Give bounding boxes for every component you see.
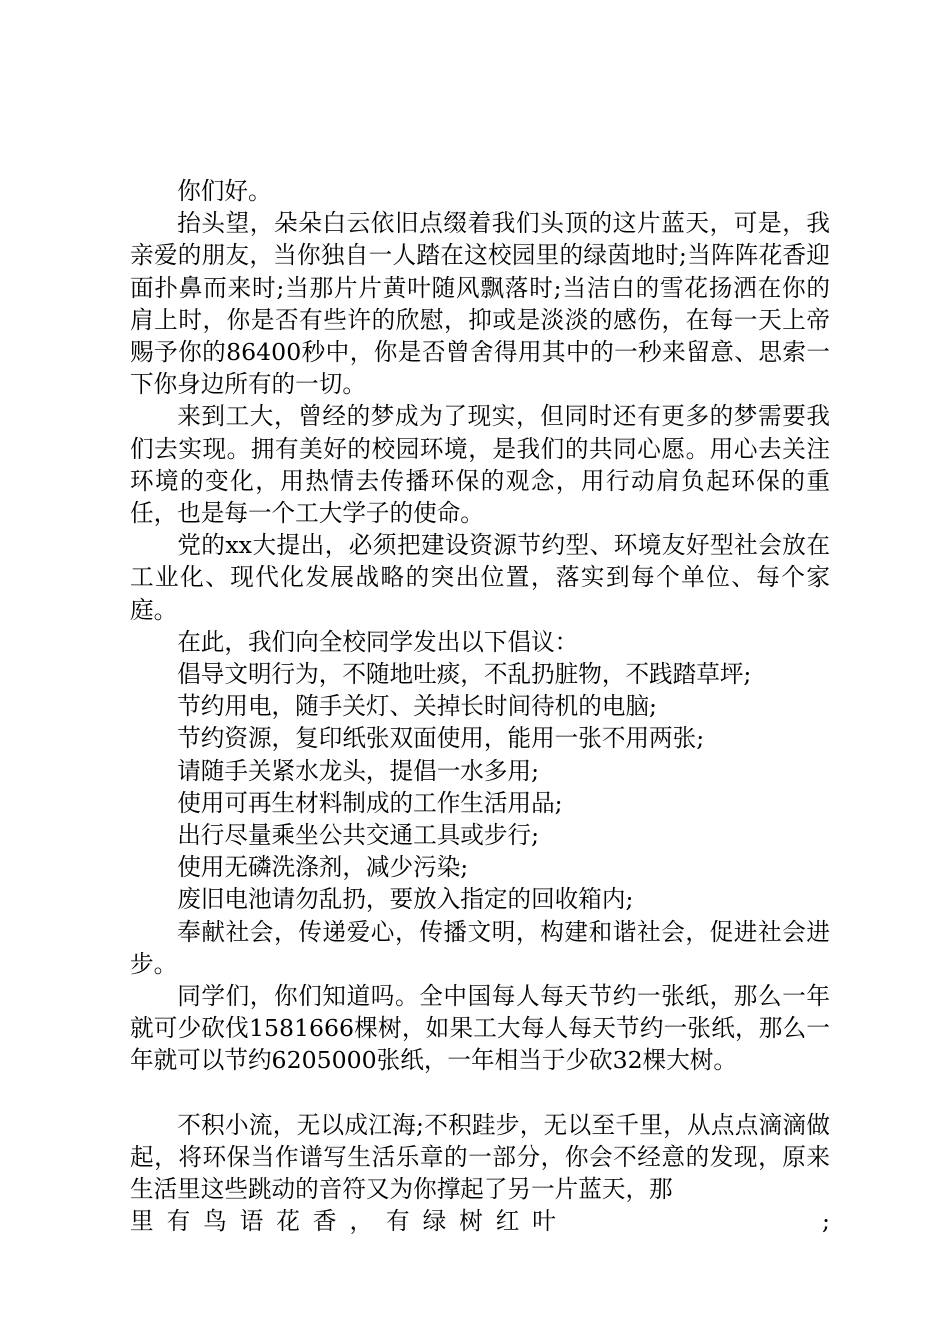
proposal-item: 出行尽量乘坐公共交通工具或步行;: [177, 821, 540, 850]
paragraph-opening: 抬头望，朵朵白云依旧点缀着我们头顶的这片蓝天，可是，我亲爱的朋友，当你独自一人踏在这校园里的绿茵地时;当阵阵花香迎面扑鼻而来时;当那片片黄叶随风飘落时;当洁白的雪花扬洒在你的肩上时，你是否有些许的欣慰，抑或是淡淡的感伤，在每一天上帝赐予你的86400秒中，你是否曾舍得用其中的一秒来留意、思索一下你身边所有的一切。: [130, 209, 830, 399]
proposal-item: 使用无磷洗涤剂，减少污染;: [177, 853, 469, 882]
paragraph-closing: 不积小流，无以成江海;不积跬步，无以至千里，从点点滴滴做起，将环保当作谱写生活乐章的一部分，你会不经意的发现，原来生活里这些跳动的音符又为你撑起了另一片蓝天，那: [130, 1110, 830, 1204]
blank-line: [130, 1077, 830, 1109]
paragraph-policy: 党的xx大提出，必须把建设资源节约型、环境友好型社会放在工业化、现代化发展战略的突出位置，落实到每个单位、每个家庭。: [130, 531, 830, 624]
proposal-item: 节约用电，随手关灯、关掉长时间待机的电脑;: [177, 692, 658, 721]
document-body: [130, 175, 830, 1238]
proposal-item: 倡导文明行为，不随地吐痰，不乱扔脏物，不践踏草坪;: [177, 660, 752, 689]
closing-last-line-mark: ;: [822, 1207, 830, 1236]
paragraph-greeting: 你们好。: [177, 177, 272, 205]
proposal-item: 使用可再生材料制成的工作生活用品;: [177, 788, 563, 817]
proposal-item: 奉献社会，传递爱心，传播文明，构建和谐社会，促进社会进步。: [130, 917, 830, 978]
paragraph-campus: 来到工大，曾经的梦成为了现实，但同时还有更多的梦需要我们去实现。拥有美好的校园环境，是我们的共同心愿。用心去关注环境的变化，用热情去传播环保的观念，用行动肩负起环保的重任，也是每一个工大学子的使命。: [130, 402, 830, 528]
paragraph-proposal-intro: 在此，我们向全校同学发出以下倡议：: [177, 627, 579, 656]
paragraph-statistics: 同学们，你们知道吗。全中国每人每天节约一张纸，那么一年就可少砍伐1581666棵树，如果工大每人每天节约一张纸，那么一年就可以节约6205000张纸，一年相当于少砍32棵大树。: [130, 982, 830, 1075]
proposal-item: 节约资源，复印纸张双面使用，能用一张不用两张;: [177, 724, 705, 753]
proposal-item: 废旧电池请勿乱扔，要放入指定的回收箱内;: [177, 885, 634, 914]
proposal-item: 请随手关紧水龙头，提倡一水多用;: [177, 756, 540, 785]
closing-last-line-text: 里有鸟语花香，有绿树红叶: [130, 1207, 569, 1236]
closing-last-line: [130, 1205, 830, 1237]
